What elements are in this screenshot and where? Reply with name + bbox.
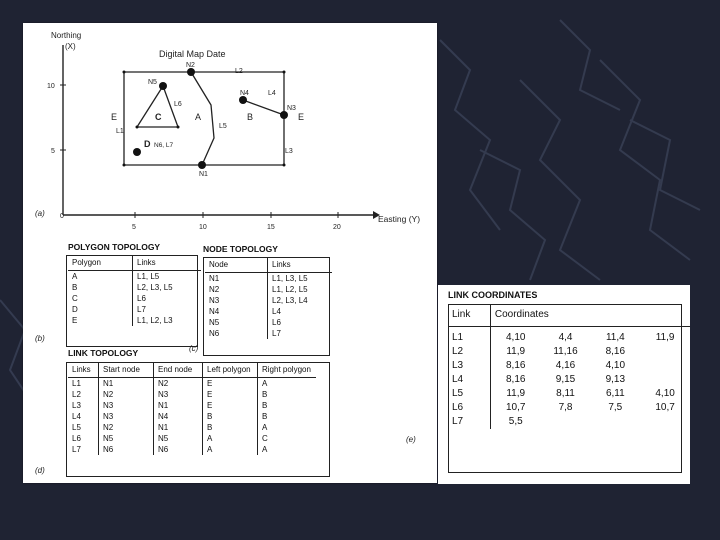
table-cell: L6 — [268, 317, 333, 328]
table-row — [448, 373, 690, 387]
node-topology-table — [205, 258, 332, 339]
table-row — [448, 359, 690, 373]
link-coordinates-table — [448, 304, 690, 429]
table-row — [68, 411, 316, 422]
table-row — [68, 444, 316, 455]
node-n5 — [159, 82, 167, 90]
table-cell: 11,9 — [655, 332, 675, 343]
table-cell: D — [72, 305, 78, 314]
table-cell: 9,15 — [555, 374, 576, 385]
table-cell: N2 — [209, 285, 220, 294]
table-cell: E — [72, 316, 78, 325]
table-cell: L4 — [72, 412, 81, 421]
link-coordinates-title: LINK COORDINATES — [448, 290, 538, 300]
y-tick-5: 5 — [51, 148, 55, 155]
label-l2: L2 — [235, 68, 243, 75]
polygon-label-b: B — [247, 112, 254, 122]
table-cell: N6 — [209, 329, 220, 338]
column-header: Links — [133, 256, 202, 271]
topology-figure-panel — [23, 23, 437, 483]
table-cell: N3 — [209, 296, 220, 305]
table-row — [68, 304, 201, 315]
table-cell: B — [72, 283, 78, 292]
table-cell: L5 — [72, 423, 81, 432]
link-coordinates-panel — [438, 285, 690, 484]
table-cell: 8,11 — [556, 388, 575, 399]
polygon-label-c: C — [155, 112, 162, 122]
table-cell: B — [203, 422, 258, 433]
table-cell: A — [72, 272, 78, 281]
table-cell: A — [203, 444, 258, 455]
table-cell: L7 — [133, 304, 202, 315]
table-cell: 11,9 — [506, 388, 526, 399]
table-cell: N6 — [99, 444, 154, 455]
table-cell: C — [72, 294, 78, 303]
table-cell: L1, L2, L3 — [133, 315, 202, 326]
table-cell: N1 — [154, 400, 203, 411]
table-cell: 7,5 — [608, 402, 623, 413]
table-cell: L4 — [448, 373, 490, 387]
map-title: Digital Map Date — [159, 49, 226, 59]
table-cell: B — [258, 400, 317, 411]
node-n1 — [198, 161, 206, 169]
table-cell: L1, L2, L5 — [268, 284, 333, 295]
column-header: Link — [448, 304, 490, 327]
node-n2 — [187, 68, 195, 76]
x-tick-5: 5 — [132, 224, 136, 231]
column-header: End node — [154, 363, 203, 378]
table-row — [205, 284, 332, 295]
table-cell: 8,16 — [505, 360, 526, 371]
panel-label-c: (c) — [189, 344, 199, 353]
table-cell: 4,10 — [655, 388, 675, 399]
x-tick-10: 10 — [199, 224, 207, 231]
table-row — [205, 306, 332, 317]
table-cell: N2 — [99, 389, 154, 400]
table-cell: A — [258, 444, 317, 455]
table-cell: N2 — [154, 378, 203, 390]
table-row — [68, 271, 201, 283]
panel-label-a: (a) — [35, 209, 45, 218]
polygon-topology-table — [68, 256, 201, 326]
table-cell: 11,9 — [506, 346, 526, 357]
table-cell: L1 — [448, 327, 490, 346]
y-tick-0: 0 — [60, 213, 64, 220]
table-row — [448, 345, 690, 359]
table-cell: L2 — [72, 390, 81, 399]
table-row — [68, 378, 316, 390]
table-row — [68, 389, 316, 400]
table-row — [68, 293, 201, 304]
table-cell: 9,13 — [605, 374, 626, 385]
table-cell: 11,4 — [605, 332, 625, 343]
column-header: Links — [68, 363, 99, 378]
column-header: Polygon — [68, 256, 133, 271]
table-cell: E — [203, 400, 258, 411]
node-n3 — [280, 111, 288, 119]
table-cell — [640, 359, 690, 373]
table-row — [68, 315, 201, 326]
table-cell — [640, 373, 690, 387]
table-cell: L4 — [268, 306, 333, 317]
table-cell: L2, L3, L4 — [268, 295, 333, 306]
node-topology-title: NODE TOPOLOGY — [203, 244, 278, 254]
label-l6: L6 — [174, 101, 182, 108]
table-cell: L1, L5 — [133, 271, 202, 283]
table-row — [205, 328, 332, 339]
table-row — [68, 282, 201, 293]
table-cell — [640, 345, 690, 359]
table-cell: L6 — [133, 293, 202, 304]
table-cell: 4,4 — [558, 332, 573, 343]
table-cell: B — [203, 411, 258, 422]
x-tick-20: 20 — [333, 224, 341, 231]
link-topology-title: LINK TOPOLOGY — [68, 348, 139, 358]
table-cell: N1 — [209, 274, 220, 283]
link-topology-table — [68, 363, 316, 455]
table-cell: N5 — [99, 433, 154, 444]
label-n5: N5 — [148, 79, 157, 86]
table-cell: 6,11 — [605, 388, 625, 399]
label-n3: N3 — [287, 105, 296, 112]
easting-label: Easting (Y) — [378, 214, 421, 224]
table-cell: 5,5 — [508, 416, 523, 427]
northing-label: Northing — [51, 31, 82, 40]
table-row — [448, 415, 690, 429]
column-header: Node — [205, 258, 268, 273]
table-cell — [640, 415, 690, 429]
table-cell: 10,7 — [505, 402, 526, 413]
table-cell: N2 — [99, 422, 154, 433]
node-n6 — [133, 148, 141, 156]
table-cell: 11,16 — [553, 346, 578, 357]
table-cell: A — [203, 433, 258, 444]
y-tick-10: 10 — [47, 83, 55, 90]
table-cell: C — [258, 433, 317, 444]
node-n4 — [239, 96, 247, 104]
table-row — [68, 422, 316, 433]
table-cell: L3 — [448, 359, 490, 373]
label-n6-l7: N6, L7 — [154, 142, 174, 149]
table-cell: 4,16 — [555, 360, 576, 371]
table-cell: L7 — [268, 328, 333, 339]
column-header: Right polygon — [258, 363, 317, 378]
label-l5: L5 — [219, 123, 227, 130]
table-cell: L3 — [72, 401, 81, 410]
table-cell: N3 — [154, 389, 203, 400]
table-cell — [541, 415, 591, 429]
x-tick-15: 15 — [267, 224, 275, 231]
label-n4: N4 — [240, 90, 249, 97]
table-row — [448, 401, 690, 415]
northing-unit: (X) — [65, 42, 76, 51]
table-cell: E — [203, 389, 258, 400]
label-l3: L3 — [285, 148, 293, 155]
table-cell: N5 — [209, 318, 220, 327]
table-cell: N3 — [99, 411, 154, 422]
table-row — [68, 400, 316, 411]
column-header: Left polygon — [203, 363, 258, 378]
table-cell: 10,7 — [655, 402, 675, 413]
label-l4: L4 — [268, 90, 276, 97]
table-cell: A — [258, 378, 317, 390]
table-cell: L2, L3, L5 — [133, 282, 202, 293]
table-cell: B — [258, 389, 317, 400]
label-n2: N2 — [186, 62, 195, 69]
table-cell: L1, L3, L5 — [268, 273, 333, 285]
table-cell: L7 — [448, 415, 490, 429]
polygon-label-a: A — [195, 112, 202, 122]
table-cell: N5 — [154, 433, 203, 444]
table-row — [205, 317, 332, 328]
polygon-label-d: D — [144, 139, 151, 149]
panel-label-e: (e) — [406, 435, 416, 444]
table-row — [448, 387, 690, 401]
table-row — [448, 327, 690, 346]
table-cell: 4,10 — [605, 360, 626, 371]
panel-label-b: (b) — [35, 334, 45, 343]
table-cell: L1 — [72, 379, 81, 388]
table-cell: 8,16 — [505, 374, 526, 385]
table-cell: L2 — [448, 345, 490, 359]
table-row — [205, 273, 332, 285]
table-cell: E — [203, 378, 258, 390]
table-cell: L7 — [72, 445, 81, 454]
column-header: Start node — [99, 363, 154, 378]
table-cell: N3 — [99, 400, 154, 411]
table-cell: N4 — [154, 411, 203, 422]
table-cell: L6 — [448, 401, 490, 415]
polygon-topology-title: POLYGON TOPOLOGY — [68, 242, 161, 252]
table-cell: L6 — [72, 434, 81, 443]
label-l1: L1 — [116, 128, 124, 135]
label-n1: N1 — [199, 171, 208, 178]
panel-label-d: (d) — [35, 466, 45, 475]
polygon-label-e-left: E — [111, 112, 118, 122]
table-cell: A — [258, 422, 317, 433]
table-row — [68, 433, 316, 444]
table-cell: N1 — [154, 422, 203, 433]
table-cell: L5 — [448, 387, 490, 401]
table-cell — [590, 415, 640, 429]
table-cell: N6 — [154, 444, 203, 455]
table-cell: 7,8 — [558, 402, 573, 413]
column-header: Coordinates — [490, 304, 690, 327]
table-cell: N1 — [99, 378, 154, 390]
link-l3 — [202, 115, 284, 165]
table-cell: N4 — [209, 307, 220, 316]
column-header: Links — [268, 258, 333, 273]
table-cell: 8,16 — [605, 346, 626, 357]
table-cell: 4,10 — [505, 332, 526, 343]
table-row — [205, 295, 332, 306]
polygon-label-e-right: E — [298, 112, 305, 122]
table-cell: B — [258, 411, 317, 422]
